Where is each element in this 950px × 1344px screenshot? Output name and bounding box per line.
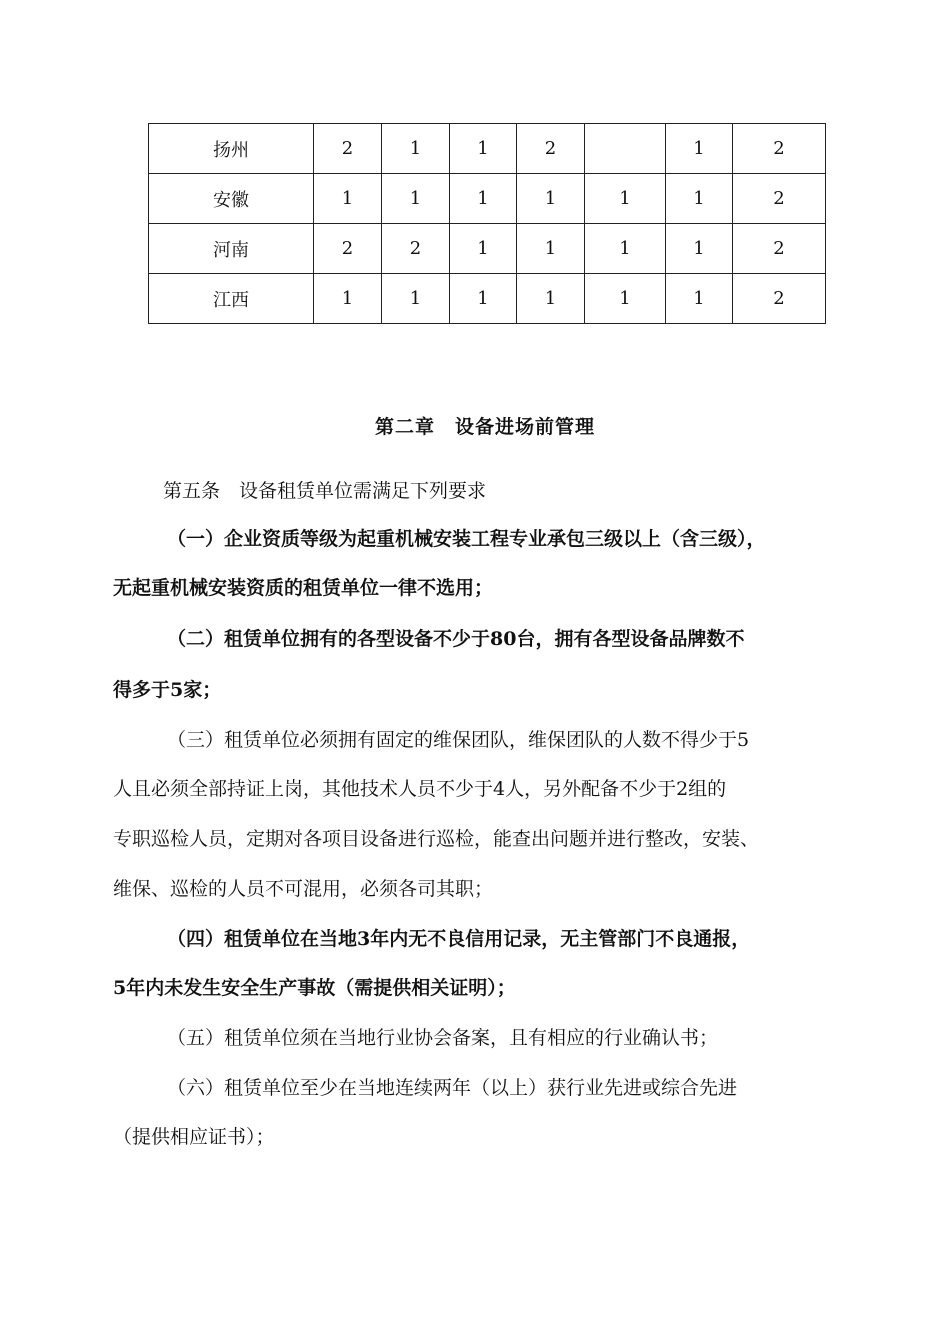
item-3-line-3: 专职巡检人员，定期对各项目设备进行巡检，能查出问题并进行整改，安装、: [113, 828, 760, 850]
table-row: [149, 174, 826, 224]
item-2-line-2: 得多于5家；: [113, 679, 222, 701]
table-cell: 1: [450, 124, 517, 174]
table-cell: 1: [666, 224, 733, 274]
item-4-line-2: 5年内未发生安全生产事故（需提供相关证明）；: [113, 977, 516, 999]
item-4-line-1: （四）租赁单位在当地3年内无不良信用记录，无主管部门不良通报，: [167, 928, 751, 950]
table-cell: 2: [733, 224, 826, 274]
region-cell: 江西: [149, 274, 314, 324]
table-cell: 1: [382, 274, 450, 324]
table-cell: 1: [382, 124, 450, 174]
item-6-line-2: （提供相应证书）；: [113, 1126, 275, 1148]
table-cell: 1: [666, 124, 733, 174]
table-cell: 2: [314, 124, 382, 174]
region-cell: 河南: [149, 224, 314, 274]
table-cell: 2: [382, 224, 450, 274]
region-cell: 安徽: [149, 174, 314, 224]
region-cell: 扬州: [149, 124, 314, 174]
table-cell: [585, 124, 666, 174]
table-cell: 1: [585, 274, 666, 324]
table-cell: 2: [517, 124, 585, 174]
item-2-line-1: （二）租赁单位拥有的各型设备不少于80台，拥有各型设备品牌数不: [167, 628, 745, 650]
table-cell: 1: [517, 174, 585, 224]
table-cell: 1: [314, 174, 382, 224]
chapter-title: 第二章 设备进场前管理: [374, 416, 595, 438]
table-row: [149, 224, 826, 274]
item-1-line-1: （一）企业资质等级为起重机械安装工程专业承包三级以上（含三级），: [167, 528, 766, 550]
table-row: [149, 274, 826, 324]
table-cell: 2: [314, 224, 382, 274]
table-cell: 1: [382, 174, 450, 224]
table-cell: 1: [666, 174, 733, 224]
table-cell: 1: [314, 274, 382, 324]
table-cell: 1: [517, 274, 585, 324]
table-cell: 1: [450, 224, 517, 274]
item-6-line-1: （六）租赁单位至少在当地连续两年（以上）获行业先进或综合先进: [167, 1077, 738, 1099]
equipment-table: [148, 123, 826, 324]
table-cell: 1: [517, 224, 585, 274]
table-cell: 1: [666, 274, 733, 324]
table-cell: 2: [733, 174, 826, 224]
table-cell: 2: [733, 124, 826, 174]
table-cell: 1: [585, 224, 666, 274]
item-3-line-4: 维保、巡检的人员不可混用，必须各司其职；: [113, 878, 494, 900]
item-1-line-2: 无起重机械安装资质的租赁单位一律不选用；: [113, 577, 494, 599]
table-row: [149, 124, 826, 174]
article-heading: 第五条 设备租赁单位需满足下列要求: [163, 480, 487, 502]
table-cell: 1: [450, 174, 517, 224]
item-5-line-1: （五）租赁单位须在当地行业协会备案，且有相应的行业确认书；: [167, 1027, 719, 1049]
item-3-line-1: （三）租赁单位必须拥有固定的维保团队，维保团队的人数不得少于5: [167, 729, 750, 751]
table-cell: 2: [733, 274, 826, 324]
table-cell: 1: [450, 274, 517, 324]
item-3-line-2: 人且必须全部持证上岗，其他技术人员不少于4人，另外配备不少于2组的: [113, 778, 727, 800]
table-cell: 1: [585, 174, 666, 224]
